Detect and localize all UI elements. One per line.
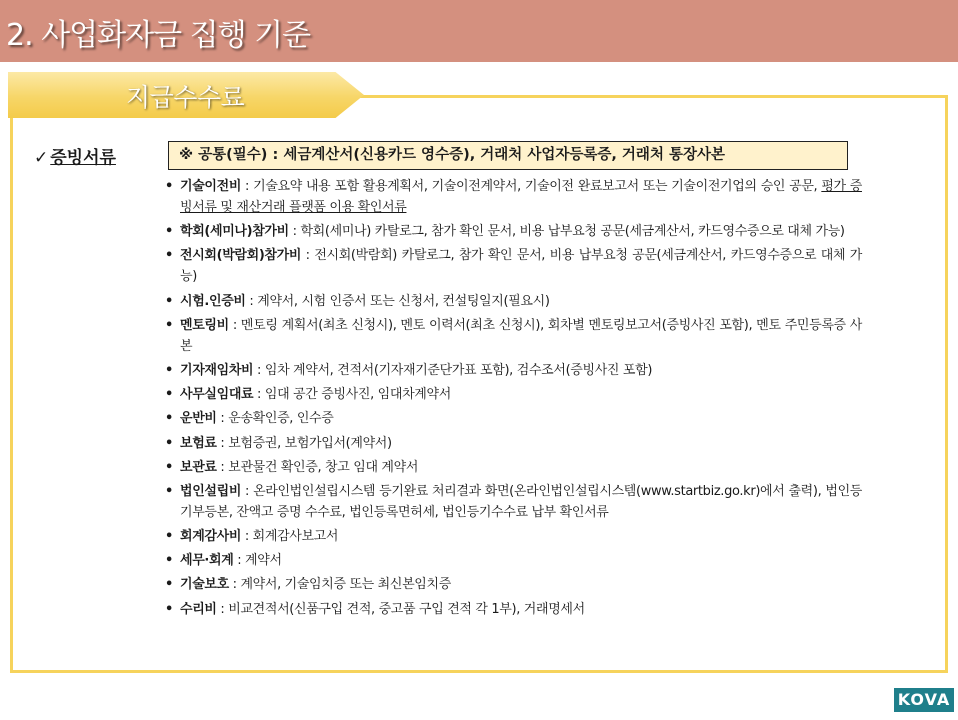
item-desc: 계약서, 기술임치증 또는 최신본임치증 xyxy=(240,577,451,593)
list-item: • 시험.인증비 : 계약서, 시험 인증서 또는 신청서, 컨설팅일지(필요시) xyxy=(162,291,862,312)
item-name: 기자재임차비 xyxy=(180,362,254,378)
item-desc: 온라인법인설립시스템 등기완료 처리결과 화면(온라인법인설립시스템(www.startbiz.go.kr)에서 출력), 법인등기부등본, 잔액고 증명 수수료, 법인등록면허세, 법인등기수수료 납부 확인서류 xyxy=(180,483,862,520)
doc-heading xyxy=(34,143,116,168)
list-item: • 보관료 : 보관물건 확인증, 창고 임대 계약서 xyxy=(162,457,862,478)
item-desc: 계약서 xyxy=(245,553,282,569)
item-name: 보관료 xyxy=(180,459,217,475)
list-item: • 사무실임대료 : 임대 공간 증빙사진, 임대차계약서 xyxy=(162,384,862,405)
item-name: 학회(세미나)참가비 xyxy=(180,224,289,240)
header-bar xyxy=(0,0,958,62)
item-name: 보험료 xyxy=(180,435,217,451)
item-name: 시험.인증비 xyxy=(180,293,246,309)
item-desc: 전시회(박람회) 카탈로그, 참가 확인 문서, 비용 납부요청 공문(세금계산서, 카드영수증으로 대체 가능) xyxy=(180,248,862,285)
item-name: 수리비 xyxy=(180,601,217,617)
list-item: • 전시회(박람회)참가비 : 전시회(박람회) 카탈로그, 참가 확인 문서, 비용 납부요청 공문(세금계산서, 카드영수증으로 대체 가능) xyxy=(162,245,862,287)
item-desc: 임차 계약서, 견적서(기자재기준단가표 포함), 검수조서(증빙사진 포함) xyxy=(264,362,653,378)
item-name: 사무실임대료 xyxy=(180,387,254,403)
item-desc: 멘토링 계획서(최초 신청시), 멘토 이력서(최초 신청시), 회차별 멘토링보고서(증빙사진 포함), 멘토 주민등록증 사본 xyxy=(180,317,862,354)
item-desc: 보관물건 확인증, 창고 임대 계약서 xyxy=(228,459,419,475)
item-desc: 임대 공간 증빙사진, 임대차계약서 xyxy=(264,387,451,403)
item-name: 회계감사비 xyxy=(180,529,242,545)
kova-logo: KOVA xyxy=(894,688,954,712)
section-tab-label: 지급수수료 xyxy=(126,83,245,112)
item-name: 멘토링비 xyxy=(180,317,229,333)
item-name: 세무·회계 xyxy=(180,553,234,569)
item-desc: 기술요약 내용 포함 활용계획서, 기술이전계약서, 기술이전 완료보고서 또는 기술이전기업의 승인 공문, xyxy=(253,179,822,194)
list-item: • 수리비 : 비교견적서(신품구입 견적, 중고품 구입 견적 각 1부), 거래명세서 xyxy=(162,599,862,620)
item-name: 전시회(박람회)참가비 xyxy=(180,248,302,264)
doc-heading-label: 증빙서류 xyxy=(50,148,116,168)
item-desc: 운송확인증, 인수증 xyxy=(228,411,334,427)
list-item: • 보험료 : 보험증권, 보험가입서(계약서) xyxy=(162,433,862,454)
item-name: 법인설립비 xyxy=(180,483,242,499)
item-name: 운반비 xyxy=(180,411,217,427)
list-item: • 기자재임차비 : 임차 계약서, 견적서(기자재기준단가표 포함), 검수조서(증빙사진 포함) xyxy=(162,360,862,381)
list-item: • 운반비 : 운송확인증, 인수증 xyxy=(162,408,862,429)
list-item: • 세무·회계 : 계약서 xyxy=(162,550,862,571)
list-item: • 회계감사비 : 회계감사보고서 xyxy=(162,526,862,547)
item-desc: 계약서, 시험 인증서 또는 신청서, 컨설팅일지(필요시) xyxy=(257,293,550,309)
list-item: • 기술보호 : 계약서, 기술임치증 또는 최신본임치증 xyxy=(162,574,862,595)
page-title: 2. 사업화자금 집행 기준 xyxy=(6,18,311,53)
list-item: • 학회(세미나)참가비 : 학회(세미나) 카탈로그, 참가 확인 문서, 비용 납부요청 공문(세금계산서, 카드영수증으로 대체 가능) xyxy=(162,221,862,242)
item-desc: 보험증권, 보험가입서(계약서) xyxy=(228,435,392,451)
list-item: • 멘토링비 : 멘토링 계획서(최초 신청시), 멘토 이력서(최초 신청시), 회차별 멘토링보고서(증빙사진 포함), 멘토 주민등록증 사본 xyxy=(162,315,862,357)
item-list xyxy=(162,176,862,620)
item-desc: 비교견적서(신품구입 견적, 중고품 구입 견적 각 1부), 거래명세서 xyxy=(228,601,585,617)
item-name: 기술이전비 xyxy=(180,179,242,194)
item-name: 기술보호 xyxy=(180,577,229,593)
list-item: • 기술이전비 : 기술요약 내용 포함 활용계획서, 기술이전계약서, 기술이전 완료보고서 또는 기술이전기업의 승인 공문, 평가 증빙서류 및 재산거래 플랫폼 이용 확인서류 xyxy=(162,176,862,218)
item-desc: 학회(세미나) 카탈로그, 참가 확인 문서, 비용 납부요청 공문(세금계산서, 카드영수증으로 대체 가능) xyxy=(300,224,845,240)
common-requirement-box: ※ 공통(필수) : 세금계산서(신용카드 영수증), 거래처 사업자등록증, 거래처 통장사본 xyxy=(168,141,848,170)
item-desc: 회계감사보고서 xyxy=(252,529,339,545)
item-desc-underlined: 평가 증빙서류 및 재산거래 플랫폼 이용 확인서류 xyxy=(180,179,862,215)
list-item: • 법인설립비 : 온라인법인설립시스템 등기완료 처리결과 화면(온라인법인설립시스템(www.startbiz.go.kr)에서 출력), 법인등기부등본, 잔액고 증명 수수료, 법인등록면허세, 법인등기수수료 납부 확인서류 xyxy=(162,481,862,523)
check-icon: ✓ xyxy=(34,148,49,168)
